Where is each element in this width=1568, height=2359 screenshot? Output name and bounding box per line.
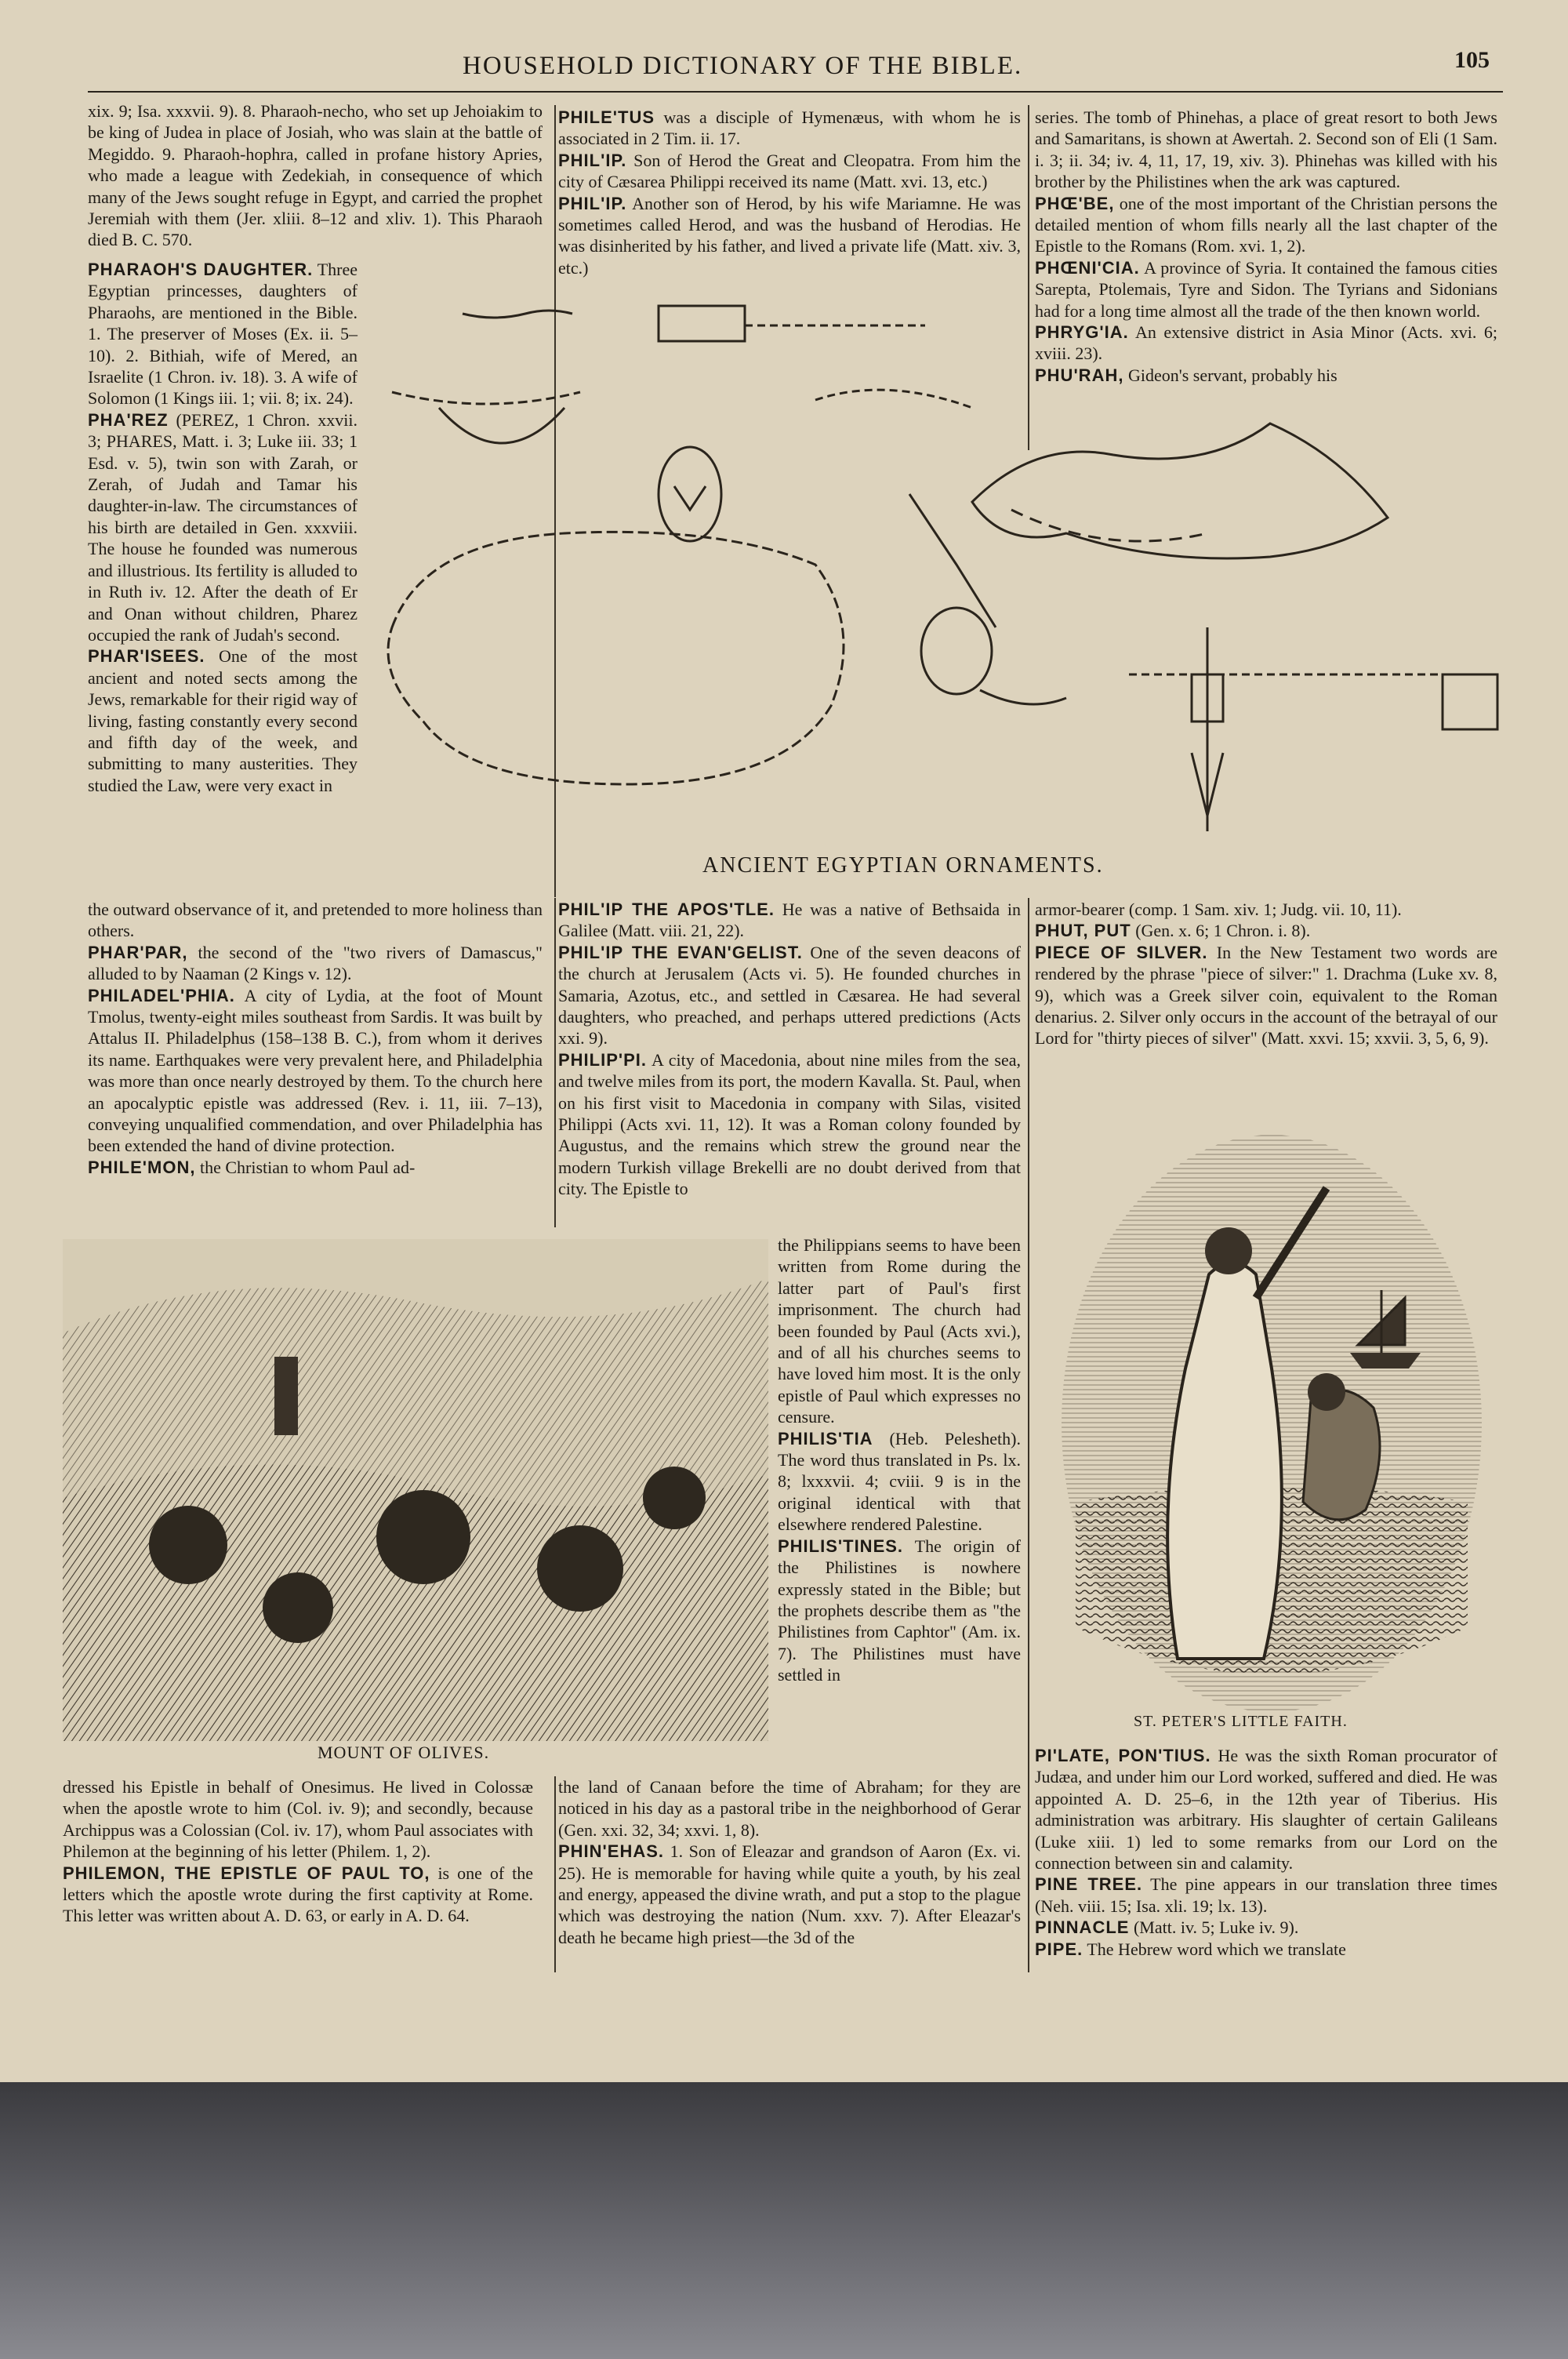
page-header-title: HOUSEHOLD DICTIONARY OF THE BIBLE. [463, 52, 1023, 80]
entry-phoenicia: PHŒNI'CIA. A province of Syria. It contained the famous cities Sarepta, Ptolemais, Tyre and Sidon. The Tyrians and Sidonians had for a long time almost all the trade of the then known world. [1035, 257, 1497, 321]
col2-bottom-text [558, 1776, 1021, 1948]
headword: PHILIS'TIA [778, 1428, 873, 1448]
headword: PHILEMON, THE EPISTLE OF PAUL TO, [63, 1863, 430, 1883]
col2-mid-text [558, 899, 1021, 1200]
olives-caption: MOUNT OF OLIVES. [318, 1743, 490, 1762]
headword: PHILE'TUS [558, 107, 655, 127]
headword: PIPE. [1035, 1939, 1083, 1959]
col2-narrow-text [778, 1234, 1021, 1686]
headword: PHAR'PAR, [88, 942, 188, 962]
entry-pharisees: PHAR'ISEES. One of the most ancient and noted sects among the Jews, remarkable for their rigid way of living, fasting constantly every second and fifth day of the week, and submitting to many austerities. They studied the Law, were very exact in [88, 646, 358, 795]
entry-phinehas: PHIN'EHAS. 1. Son of Eleazar and grandson of Aaron (Ex. vi. 25). He is memorable for having while quite a youth, by his zeal and energy, appeased the divine wrath, and put a stop to the plague which was destroying the nation (Num. xxv. 7). After Eleazar's death he became high priest—the 3d of the [558, 1841, 1021, 1947]
entry-pipe: PIPE. The Hebrew word which we translate [1035, 1939, 1346, 1959]
column-divider-mid-left [554, 898, 556, 1227]
page-number: 105 [1454, 47, 1490, 73]
desk-surface [0, 2082, 1568, 2359]
headword: PHRYG'IA. [1035, 322, 1129, 343]
headword: PHA'REZ [88, 409, 169, 430]
entry-pharez: PHA'REZ (PEREZ, 1 Chron. xxvii. 3; PHARES, Matt. i. 3; Luke iii. 33; 1 Esd. v. 5), twin son with Zarah, or Zerah, of Judah and Tamar his daughter-in-law. The circumstances of his birth are detailed in Gen. xxxviii. The house he founded was numerous and illustrious. Its fertility is alluded to in Ruth iv. 12. After the death of Er and Onan without children, Pharez occupied the rank of Judah's second. [88, 409, 358, 645]
entry-pharaohs-daughter: PHARAOH'S DAUGHTER. Three Egyptian princesses, daughters of Pharaohs, are mentioned in the Bible. 1. The preserver of Moses (Ex. ii. 5–10). 2. Bithiah, wife of Mered, an Israelite (1 Chron. iv. 18). 3. A wife of Solomon (1 Kings iii. 1; vii. 8; ix. 24). [88, 260, 358, 409]
entry-phrygia: PHRYG'IA. An extensive district in Asia Minor (Acts. xvi. 6; xviii. 23). [1035, 322, 1497, 364]
entry-continuation: armor-bearer (comp. 1 Sam. xiv. 1; Judg. vii. 10, 11). [1035, 900, 1402, 919]
entry-philip-evangelist: PHIL'IP THE EVAN'GELIST. One of the seven deacons of the church at Jerusalem (Acts vi. 5). He founded churches in Samaria, Azotus, etc., and settled in Cæsarea. He had several daughters, who preached, and perhaps uttered predictions (Acts xxi. 9). [558, 942, 1021, 1049]
entry-pilate: PI'LATE, PON'TIUS. He was the sixth Roman procurator of Judæa, and under him our Lord worked, suffered and died. He was appointed A. D. 25–6, in the 12th year of Tiberius. His administration was arbitrary. His slaughter of certain Galileans (Luke xiii. 1) led to some remarks from our Lord on the connection between sin and calamity. [1035, 1746, 1497, 1874]
col1-mid-text [88, 899, 543, 1178]
entry-philip-another: PHIL'IP. Another son of Herod, by his wife Mariamne. He was sometimes called Herod, and was the husband of Herodias. He was disinherited by his father, and lived a private life (Matt. xiv. 3, etc.) [558, 193, 1021, 278]
headword: PHIL'IP. [558, 150, 627, 170]
headword: PHU'RAH, [1035, 365, 1124, 385]
entry-paragraph: xix. 9; Isa. xxxvii. 9). 8. Pharaoh-necho, who set up Jehoiakim to be king of Judea in place of Josiah, who was slain at the battle of Megiddo. 9. Pharaoh-hophra, called in profane history Apries, who made a league with Zedekiah, in consequence of which many of the Jews sought refuge in Egypt, and carried the prophet Jeremiah with them (Jer. xliii. 8–12 and xliv. 1). This Pharaoh died B. C. 570. [88, 101, 543, 250]
col1-top-text [88, 100, 543, 251]
entry-pine-tree: PINE TREE. The pine appears in our translation three times (Neh. viii. 15; Isa. xli. 19; lx. 13). [1035, 1874, 1497, 1916]
headword: PHILADEL'PHIA. [88, 985, 235, 1005]
entry-phurah: PHU'RAH, Gideon's servant, probably his [1035, 365, 1338, 385]
entry-philistines: PHILIS'TINES. The origin of the Philistines is nowhere expressly stated in the Bible; but the prophets describe them as "the Philistines from Caphtor" (Am. ix. 7). The Philistines must have settled in [778, 1536, 1021, 1685]
headword: PHILE'MON, [88, 1157, 196, 1177]
col3-mid-text [1035, 899, 1497, 1049]
egyptian-ornaments-illustration [361, 282, 1505, 863]
entry-continuation: dressed his Epistle in behalf of Onesimus. He lived in Colossæ when the apostle wrote to him (Col. iv. 9); and secondly, because Archippus was a Colossian (Col. iv. 17), whom Paul associates with Philemon at the beginning of his letter (Philem. 1, 2). [63, 1777, 533, 1862]
entry-pinnacle: PINNACLE (Matt. iv. 5; Luke iv. 9). [1035, 1917, 1299, 1938]
headword: PI'LATE, PON'TIUS. [1035, 1746, 1211, 1765]
st-peter-illustration [1060, 1133, 1483, 1714]
headword: PHAR'ISEES. [88, 646, 205, 667]
entry-philistia: PHILIS'TIA (Heb. Pelesheth). The word thus translated in Ps. lx. 8; lxxxvii. 4; cviii. 9 is in the original identical with that elsewhere rendered Palestine. [778, 1428, 1021, 1535]
mount-of-olives-illustration [63, 1239, 768, 1741]
col1-bottom-text [63, 1776, 533, 1927]
entry-philemon: PHILE'MON, the Christian to whom Paul ad- [88, 1157, 416, 1177]
entry-phut: PHUT, PUT (Gen. x. 6; 1 Chron. i. 8). [1035, 921, 1311, 941]
headword: PHIN'EHAS. [558, 1841, 665, 1862]
column-divider-mid-right [1028, 898, 1029, 1972]
header-rule [88, 91, 1503, 93]
entry-philip-son: PHIL'IP. Son of Herod the Great and Cleopatra. From him the city of Cæsarea Philippi received its name (Matt. xvi. 13, etc.) [558, 150, 1021, 192]
entry-philip-apostle: PHIL'IP THE APOS'TLE. He was a native of Bethsaida in Galilee (Matt. viii. 21, 22). [558, 900, 1021, 941]
headword: PINNACLE [1035, 1917, 1130, 1938]
entry-philadelphia: PHILADEL'PHIA. A city of Lydia, at the foot of Mount Tmolus, twenty-eight miles southeast from Sardis. It was built by Attalus II. Philadelphus (158–138 B. C.), from whom it derives its name. Earthquakes were very prevalent here, and Philadelphia was more than once nearly destroyed by them. To the church here an apocalyptic epistle was addressed (Rev. i. 11, iii. 7–13), conveying unqualified commendation, and over Philadelphia has been extended the hand of divine protection. [88, 985, 543, 1156]
col3-bottom-text [1035, 1745, 1497, 1960]
headword: PHILIP'PI. [558, 1049, 648, 1070]
entry-continuation: series. The tomb of Phinehas, a place of great resort to both Jews and Samaritans, is shown at Awertah. 2. Second son of Eli (1 Sam. i. 3; ii. 34; iv. 4, 11, 17, 19, xiv. 3). Phinehas was killed with his brother by the Philistines when the ark was captured. [1035, 107, 1497, 192]
headword: PHILIS'TINES. [778, 1536, 904, 1556]
entry-continuation: the land of Canaan before the time of Abraham; for they are noticed in his day as a pastoral tribe in the neighborhood of Gerar (Gen. xxi. 32, 34; xxvi. 1, 8). [558, 1777, 1021, 1840]
entry-philippi: PHILIP'PI. A city of Macedonia, about nine miles from the sea, and twelve miles from its port, the modern Kavalla. St. Paul, when on his first visit to Macedonia in company with Silas, visited Philippi (Acts xvi. 11, 12). It was a Roman colony founded by Augustus, and the remains which strew the ground near the modern Turkish village Brekelli are no doubt derived from that city. The Epistle to [558, 1049, 1021, 1199]
headword: PHIL'IP THE EVAN'GELIST. [558, 942, 803, 962]
entry-philetus: PHILE'TUS was a disciple of Hymenæus, with whom he is associated in 2 Tim. ii. 17. [558, 107, 1021, 149]
entry-continuation: the Philippians seems to have been written from Rome during the latter part of Paul's first imprisonment. The church had been founded by Paul (Acts xvi.), and of all his churches seems to have loved him most. It is the only epistle of Paul which expresses no censure. [778, 1235, 1021, 1427]
peter-caption: ST. PETER'S LITTLE FAITH. [1134, 1713, 1348, 1730]
ornaments-caption: ANCIENT EGYPTIAN ORNAMENTS. [702, 853, 1104, 878]
entry-philemon-epistle: PHILEMON, THE EPISTLE OF PAUL TO, is one of the letters which the apostle wrote during the first captivity at Rome. This letter was written about A. D. 63, or early in A. D. 64. [63, 1863, 533, 1926]
entry-pharpar: PHAR'PAR, the second of the "two rivers of Damascus," alluded to by Naaman (2 Kings v. 12). [88, 942, 543, 984]
headword: PHARAOH'S DAUGHTER. [88, 260, 314, 279]
entry-piece-of-silver: PIECE OF SILVER. In the New Testament two words are rendered by the phrase "piece of silver:" 1. Drachma (Luke xv. 8, 9), which was a Greek silver coin, equivalent to the Roman denarius. 2. Silver only occurs in the account of the betrayal of our Lord for "thirty pieces of silver" (Matt. xxvi. 15; xxvii. 3, 5, 6, 9). [1035, 942, 1497, 1049]
col1-narrow-text [88, 259, 358, 796]
column-divider-bottom-left [554, 1776, 556, 1972]
headword: PINE TREE. [1035, 1874, 1143, 1895]
headword: PHIL'IP. [558, 193, 627, 213]
headword: PHUT, PUT [1035, 921, 1131, 941]
headword: PIECE OF SILVER. [1035, 942, 1208, 962]
headword: PHIL'IP THE APOS'TLE. [558, 900, 775, 919]
headword: PHŒNI'CIA. [1035, 257, 1140, 278]
headword: PHŒ'BE, [1035, 193, 1115, 213]
entry-continuation: the outward observance of it, and pretended to more holiness than others. [88, 900, 543, 941]
entry-phoebe: PHŒ'BE, one of the most important of the Christian persons the detailed mention of whom fills nearly all the last chapter of the Epistle to the Romans (Rom. xvi. 1, 2). [1035, 193, 1497, 256]
col2-top-text [558, 107, 1021, 278]
